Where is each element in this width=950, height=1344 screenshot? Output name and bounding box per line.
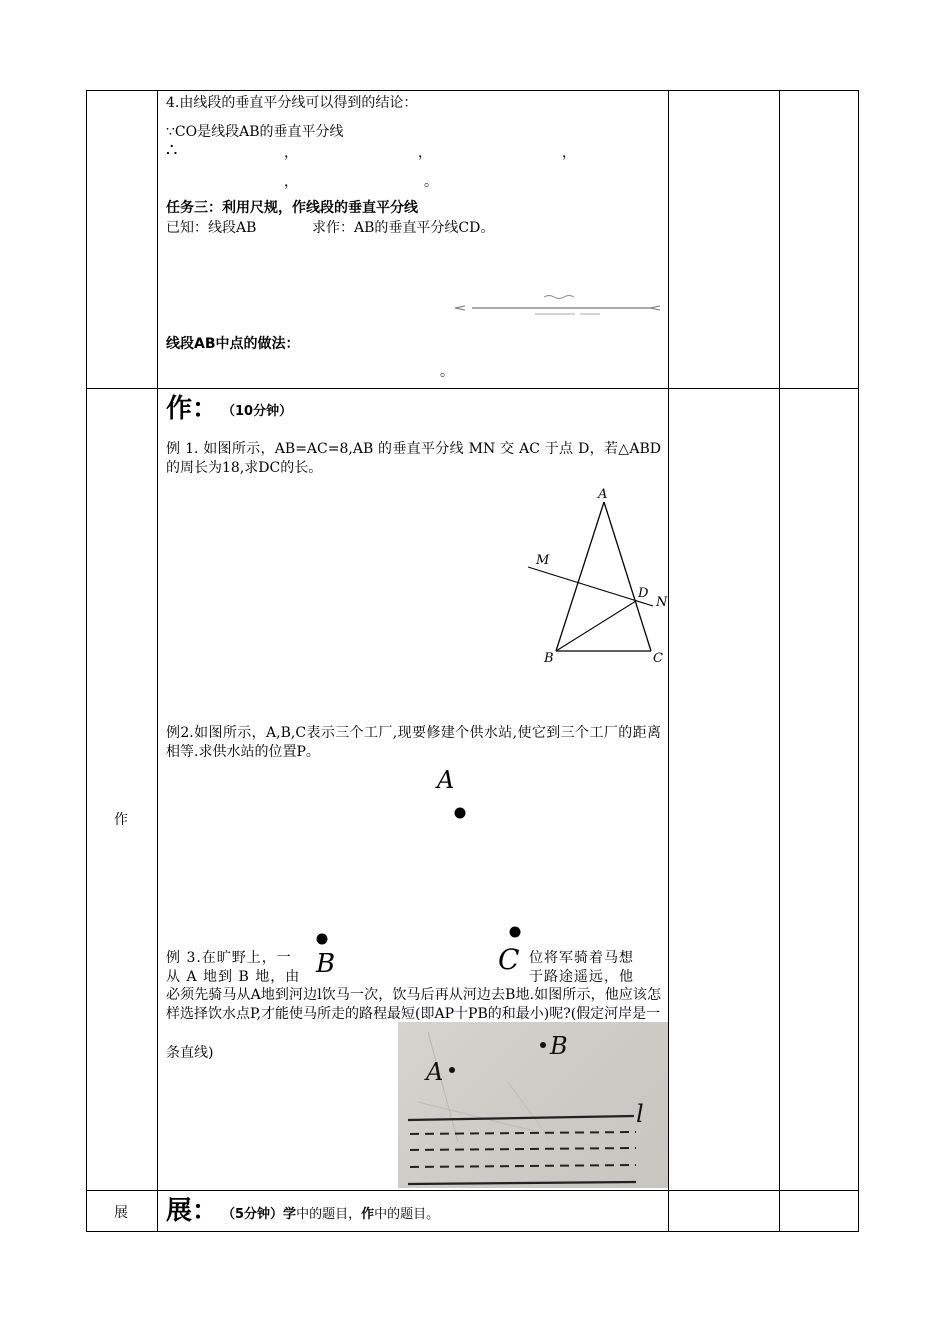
section-zhan-xue: 学 [283, 1207, 297, 1222]
conclusion-heading: 4.由线段的垂直平分线可以得到的结论： [166, 95, 418, 111]
midpoint-method-title: 线段AB中点的做法： [166, 336, 300, 352]
section-zuo-title: 作： [166, 394, 219, 424]
therefore-symbol: ∴ [166, 140, 178, 161]
example1-text: 例 1. 如图所示，AB=AC=8,AB 的垂直平分线 MN 交 AC 于点 D，若△ABD的周长为18,求DC的长。 [166, 441, 661, 476]
column-divider-3 [779, 90, 780, 1232]
example3-last-line: 条直线) [166, 1045, 214, 1061]
example3-line2b: 于路途遥远，他 [529, 969, 634, 985]
label-M: M [536, 553, 550, 568]
section-zhan-text [222, 1205, 439, 1225]
photo-label-B: B [550, 1032, 568, 1060]
blank-period: 。 [424, 174, 438, 190]
blank-comma-1: ， [284, 145, 298, 161]
section-zuo-time: （10分钟） [222, 404, 293, 419]
factory-B-point [314, 931, 330, 947]
river-photo [398, 1022, 668, 1188]
section-zhan-time: （5分钟） [222, 1207, 284, 1222]
task3-ask: 求作：AB的垂直平分线CD。 [312, 220, 495, 236]
column-divider-1 [157, 90, 158, 1232]
midpoint-period: 。 [440, 364, 454, 380]
example3-line1a: 例 3.在旷野上，一 [166, 950, 292, 966]
row-divider-1 [86, 388, 859, 389]
example3-line1b: 位将军骑着马想 [529, 950, 634, 966]
blank-comma-2: ， [418, 145, 432, 161]
conclusion-given: ∵CO是线段AB的垂直平分线 [166, 124, 344, 140]
row-divider-2 [86, 1190, 859, 1191]
cropped-figure-fragment [450, 290, 670, 320]
factory-C-point [507, 924, 523, 940]
task3-known: 已知：线段AB [166, 220, 257, 236]
section-zhan-zuo: 作 [361, 1207, 375, 1222]
blank-comma-4: ， [284, 174, 298, 190]
example1-triangle-figure [520, 482, 680, 672]
photo-label-A: A [426, 1058, 444, 1086]
example3-text: 必须先骑马从A地到河边l饮马一次，饮马后再从河边去B地.如图所示，他应该怎样选择饮水点P,才能使马所走的路程最短(即AP十PB的和最小)呢?(假定河岸是一 [166, 987, 661, 1022]
label-C: C [653, 651, 663, 666]
label-D: D [638, 586, 649, 601]
factory-C-label: C [498, 943, 520, 976]
photo-label-l: l [636, 1100, 644, 1128]
factory-A-point [452, 805, 468, 821]
task3-title: 任务三：利用尺规，作线段的垂直平分线 [166, 200, 418, 216]
label-A: A [598, 487, 608, 502]
section-zhan-mid2: 中的题目。 [374, 1207, 440, 1222]
section-zhan-mid1: 中的题目， [296, 1207, 362, 1222]
side-label-zuo: 作 [114, 812, 128, 828]
factory-B-label: B [316, 949, 336, 979]
factory-A-label: A [437, 766, 455, 794]
label-B: B [544, 651, 554, 666]
section-zhan-title: 展： [166, 1196, 219, 1226]
blank-comma-3: ， [562, 145, 576, 161]
side-label-zhan: 展 [114, 1205, 128, 1221]
example2-text: 例2.如图所示，A,B,C表示三个工厂,现要修建个供水站,使它到三个工厂的距离相等.求供水站的位置P。 [166, 725, 661, 760]
example3-line2a: 从 A 地到 B 地，由 [166, 969, 301, 985]
label-N: N [656, 595, 668, 610]
